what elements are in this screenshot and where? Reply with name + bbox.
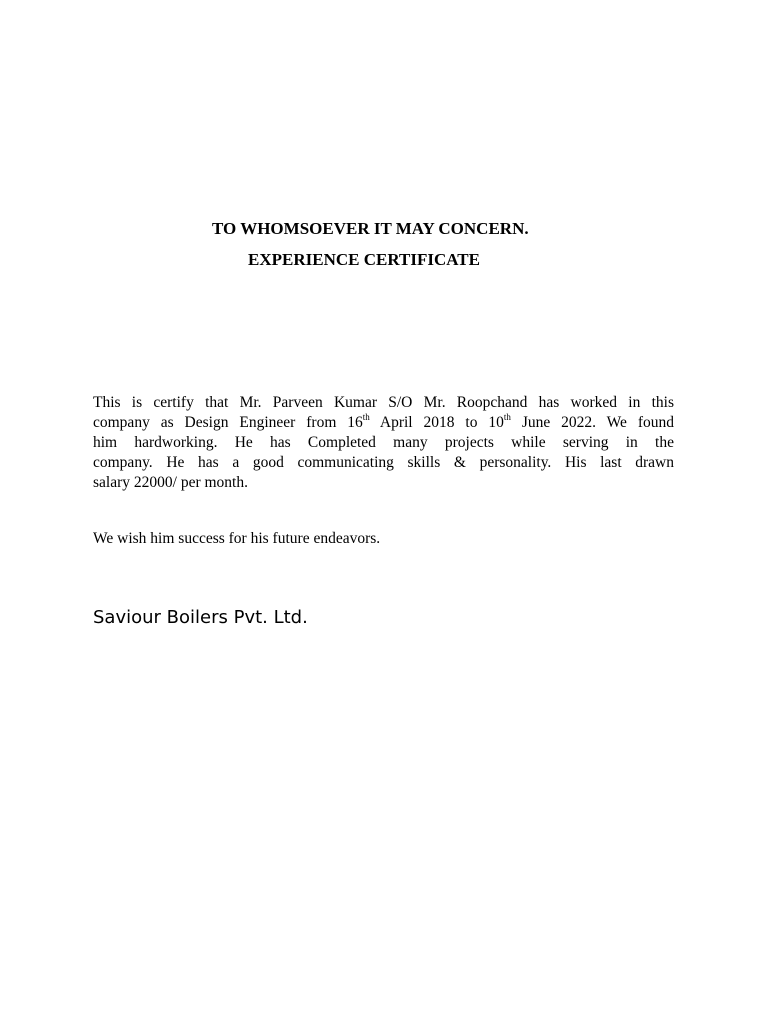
paragraph-line-1: This is certify that Mr. Parveen Kumar S/O Mr. Roopchand has worked in this [93,394,674,411]
heading-to-whomsoever: TO WHOMSOEVER IT MAY CONCERN. [212,219,529,238]
closing-wish: We wish him success for his future endeavors. [93,530,381,547]
superscript-th-2: th [503,412,511,422]
paragraph-line-5: salary 22000/ per month. [93,474,248,491]
line-2-part-a: company as Design Engineer from 16 [93,414,363,431]
paragraph-line-2 [93,413,674,433]
line-2-part-b: April 2018 to 10 [369,414,504,431]
paragraph-line-4: company. He has a good communicating skills & personality. His last drawn [93,454,674,471]
company-name: Saviour Boilers Pvt. Ltd. [93,607,308,628]
line-2-part-c: June 2022. We found [510,414,675,431]
heading-experience-certificate: EXPERIENCE CERTIFICATE [248,250,480,269]
superscript-th-1: th [362,412,370,422]
paragraph-line-3: him hardworking. He has Completed many projects while serving in the [93,434,674,451]
certificate-paragraph [93,393,674,493]
